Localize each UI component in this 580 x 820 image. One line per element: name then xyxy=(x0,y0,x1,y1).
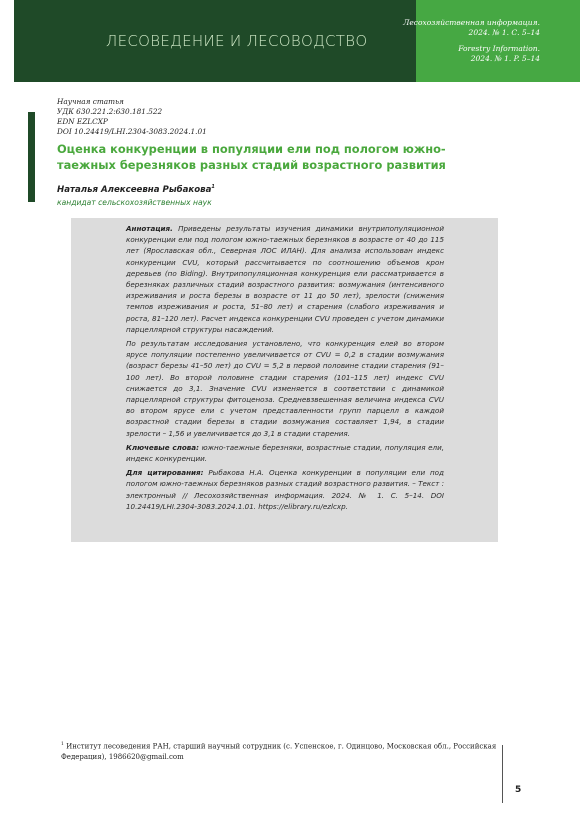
author-name: Наталья Алексеевна Рыбакова xyxy=(57,184,212,195)
keywords-label: Ключевые слова: xyxy=(126,442,199,452)
abstract-text: Приведены результаты изучения динамики внутрипопуляционной конкуренции ели под пологом южно-таежных березняков в возрасте от 40 до 115 лет (Ярославская обл., Северная ЛОС ИЛАН). Для анализа использован индекс конкуренции CVU, который рассчитывается по соотношению объемов крон деревьев (по Biding). Внутрипопуляционная конкуренция ели рассматривается в березняках различных стадий возрастного развития: возмужания (интенсивного изреживания и роста березы в возрасте от 11 до 50 лет), зрелости (снижения темпов изреживания и роста, 51–80 лет) и старения (слабого изреживания и роста, 81–120 лет). Расчет индекса конкуренции CVU проведен с учетом динамики парцеллярной структуры насаждений. xyxy=(126,224,444,334)
edn: EDN EZLCXP xyxy=(57,117,108,126)
citation xyxy=(126,467,444,512)
doi: DOI 10.24419/LHI.2304-3083.2024.1.01 xyxy=(57,127,207,136)
article-title: Оценка конкуренции в популяции ели под пологом южно-таежных березняков разных стадий возрастного развития xyxy=(57,142,446,172)
keywords-text: южно-таежные березняки, возрастные стадии, популяция ели, индекс конкуренции. xyxy=(126,442,444,464)
left-accent-bar xyxy=(28,112,35,202)
citation-en-line-1: Forestry Information. xyxy=(458,44,540,53)
article-type: Научная статья xyxy=(57,97,124,106)
page-number: 5 xyxy=(515,785,522,795)
journal-section-title: ЛЕСОВЕДЕНИЕ И ЛЕСОВОДСТВО xyxy=(106,32,368,50)
header-dark-panel xyxy=(14,0,416,82)
citation-en xyxy=(458,44,540,63)
citation-ru-line-2: 2024. № 1. С. 5–14 xyxy=(468,27,540,37)
keywords xyxy=(126,442,444,464)
author-footnote-mark: 1 xyxy=(211,184,215,190)
footnote xyxy=(61,740,502,762)
citation-label: Для цитирования: xyxy=(126,468,204,478)
citation-ru-line-1: Лесохозяйственная информация. xyxy=(403,18,540,27)
abstract-paragraph xyxy=(126,223,444,335)
abstract-label: Аннотация. xyxy=(126,224,173,233)
page-number-rule xyxy=(502,745,503,803)
citation-text: Рыбакова Н.А. Оценка конкуренции в популяции ели под пологом южно-таежных березняков разных стадий возрастного развития. – Текст : электронный // Лесохозяйственная информация. 2024. № 1. С. 5–14. DOI 10.24419/LHI.2304-3083.2024.1.01. https://elibrary.ru/ezlcxp. xyxy=(126,468,444,511)
header-light-panel xyxy=(416,0,580,82)
journal-header xyxy=(14,0,580,82)
abstract-results: По результатам исследования установлено, что конкуренция елей во втором ярусе популяции постепенно увеличивается от CVU = 0,2 в стадии возмужания (возраст березы 41–50 лет) до CVU = 5,2 в первой половине стадии старения (91–100 лет). Во второй половине стадии старения (101–115 лет) индекс CVU снижается до 3,1. Значение CVU изменяется в соответствии с динамикой парцеллярной структуры фитоценоза. Средневзвешенная величина индекса CVU во втором ярусе ели с учетом представленности групп парцелл в каждой возрастной стадии березы в стадии возмужания составляет 1,94, в стадии зрелости – 1,56 и увеличивается до 3,1 в стадии старения. xyxy=(126,339,444,438)
article-meta xyxy=(57,97,207,137)
citation-en-line-2: 2024. № 1. P. 5–14 xyxy=(470,53,540,63)
citation-ru xyxy=(403,18,540,37)
abstract xyxy=(126,223,444,515)
author-degree: кандидат сельскохозяйственных наук xyxy=(57,198,212,207)
udk: УДК 630.221.2:630.181.522 xyxy=(57,107,163,116)
footnote-text: Институт лесоведения РАН, старший научный сотрудник (с. Успенское, г. Одинцово, Московская обл., Российская Федерация), 1986620@gmail.com xyxy=(61,742,497,761)
author xyxy=(57,184,215,195)
footnote-mark: 1 xyxy=(61,742,64,747)
